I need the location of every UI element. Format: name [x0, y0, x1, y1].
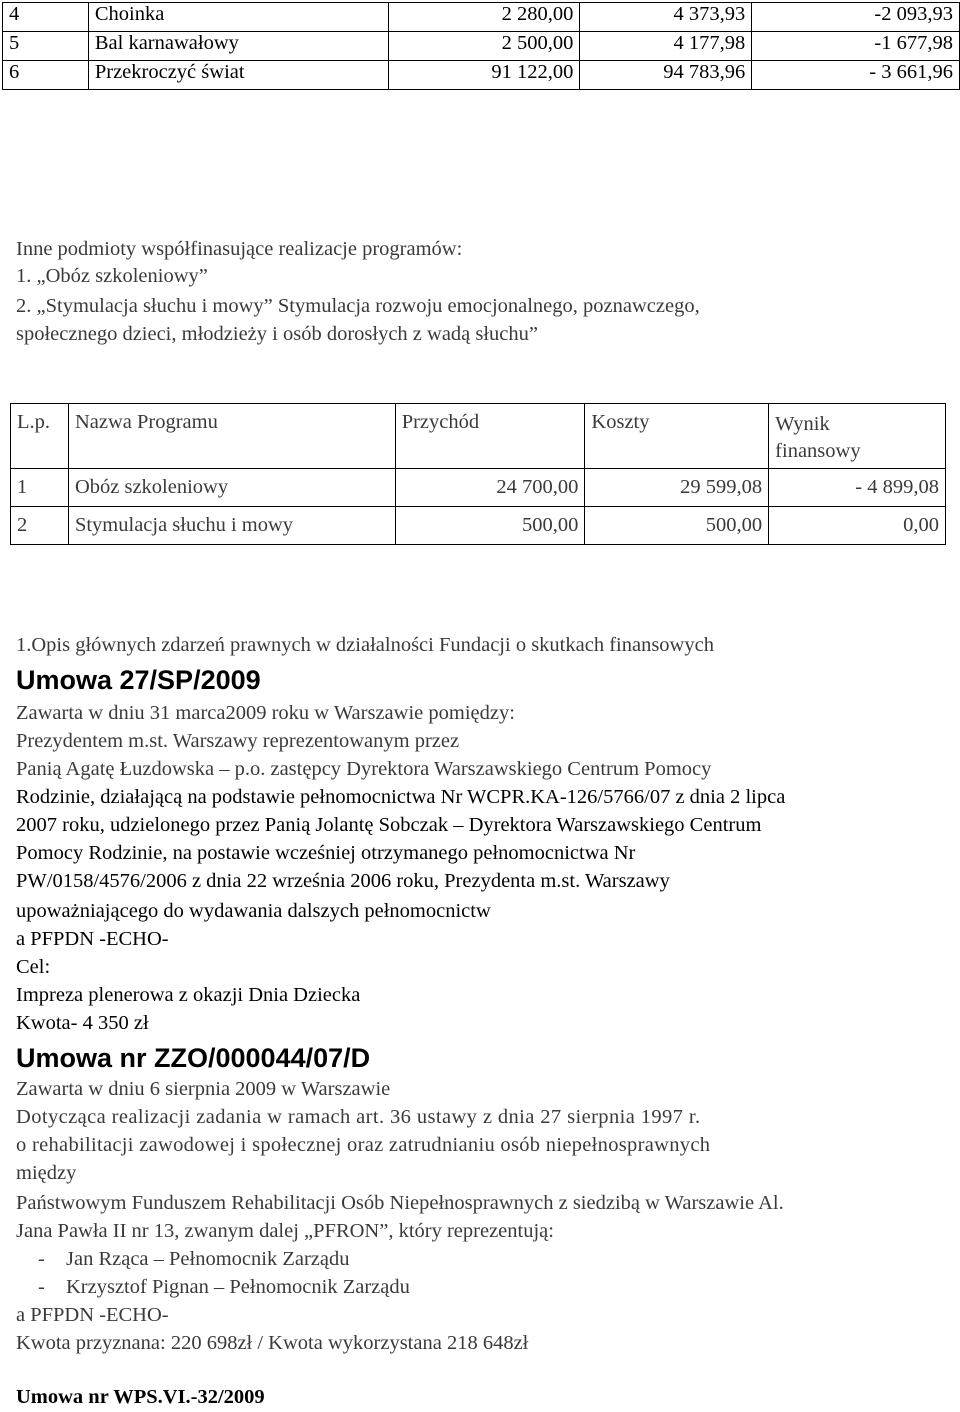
- table-row: [11, 507, 946, 545]
- name-cell: Choinka: [88, 3, 388, 32]
- contract-1-line: a PFPDN -ECHO-: [16, 928, 169, 950]
- name-cell: Bal karnawałowy: [88, 32, 388, 61]
- contract-2-line: a PFPDN -ECHO-: [16, 1304, 169, 1326]
- section-title: 1.Opis głównych zdarzeń prawnych w działalności Fundacji o skutkach finansowych: [16, 634, 714, 656]
- result-cell: 0,00: [769, 507, 946, 545]
- other-entities-item-1: 1. „Obóz szkoleniowy”: [16, 265, 208, 287]
- other-entities-item-2-cont: społecznego dzieci, młodzieży i osób dorosłych z wadą słuchu”: [16, 323, 539, 345]
- contract-1-line: Zawarta w dniu 31 marca2009 roku w Warszawie pomiędzy:: [16, 702, 515, 724]
- table-row: [3, 3, 960, 32]
- header-result-line2: finansowy: [775, 440, 861, 462]
- contract-1-line: 2007 roku, udzielonego przez Panią Jolantę Sobczak – Dyrektora Warszawskiego Centrum: [16, 814, 762, 836]
- lp-cell: 2: [11, 507, 69, 545]
- income-cell: 2 500,00: [388, 32, 580, 61]
- contract-1-line: Panią Agatę Łuzdowska – p.o. zastępcy Dyrektora Warszawskiego Centrum Pomocy: [16, 758, 712, 780]
- contract-1-line: PW/0158/4576/2006 z dnia 22 września 2006 roku, Prezydenta m.st. Warszawy: [16, 870, 670, 892]
- contract-1-line: Impreza plenerowa z okazji Dnia Dziecka: [16, 984, 361, 1006]
- result-cell: -1 677,98: [752, 32, 960, 61]
- result-cell: - 4 899,08: [769, 469, 946, 507]
- contract-3-heading: Umowa nr WPS.VI.-32/2009: [16, 1386, 265, 1408]
- header-costs: Koszty: [585, 404, 769, 469]
- contract-1-line: upoważniającego do wydawania dalszych pełnomocnictw: [16, 900, 491, 922]
- list-dash: -: [38, 1248, 45, 1270]
- programs-table: [10, 403, 946, 545]
- name-cell: Stymulacja słuchu i mowy: [68, 507, 395, 545]
- contract-2-line: Zawarta w dniu 6 sierpnia 2009 w Warszawie: [16, 1078, 391, 1100]
- contract-1-line: Pomocy Rodzinie, na postawie wcześniej otrzymanego pełnomocnictwa Nr: [16, 842, 636, 864]
- header-result-line1: Wynik: [775, 413, 830, 435]
- costs-cell: 4 373,93: [580, 3, 752, 32]
- list-dash: -: [38, 1276, 45, 1298]
- result-cell: -2 093,93: [752, 3, 960, 32]
- representative-item: [16, 1247, 349, 1271]
- costs-cell: 500,00: [585, 507, 769, 545]
- contract-2-line: o rehabilitacji zawodowej i społecznej oraz zatrudnianiu osób niepełnosprawnych: [16, 1134, 711, 1156]
- contract-1-heading: Umowa 27/SP/2009: [16, 665, 261, 695]
- income-cell: 91 122,00: [388, 61, 580, 90]
- costs-cell: 29 599,08: [585, 469, 769, 507]
- income-cell: 2 280,00: [388, 3, 580, 32]
- lp-cell: 5: [3, 32, 89, 61]
- header-result: [769, 404, 946, 469]
- contract-1-line: Cel:: [16, 956, 51, 978]
- lp-cell: 6: [3, 61, 89, 90]
- contract-2-amount: Kwota przyznana: 220 698zł / Kwota wykorzystana 218 648zł: [16, 1332, 529, 1354]
- table-row: [3, 61, 960, 90]
- representative-name: Jan Rząca – Pełnomocnik Zarządu: [66, 1248, 350, 1270]
- representative-name: Krzysztof Pignan – Pełnomocnik Zarządu: [66, 1276, 410, 1298]
- lp-cell: 4: [3, 3, 89, 32]
- header-name: Nazwa Programu: [68, 404, 395, 469]
- other-entities-item-2: 2. „Stymulacja słuchu i mowy” Stymulacja rozwoju emocjonalnego, poznawczego,: [16, 295, 700, 317]
- table-header-row: [11, 404, 946, 469]
- table-row: [11, 469, 946, 507]
- contract-2-heading: Umowa nr ZZO/000044/07/D: [16, 1043, 371, 1073]
- top-results-table: [2, 2, 960, 90]
- contract-2-line: Dotycząca realizacji zadania w ramach art. 36 ustawy z dnia 27 sierpnia 1997 r.: [16, 1106, 701, 1128]
- representative-item: [16, 1275, 410, 1299]
- contract-1-line: Prezydentem m.st. Warszawy reprezentowanym przez: [16, 730, 460, 752]
- name-cell: Obóz szkoleniowy: [68, 469, 395, 507]
- contract-2-line: Państwowym Funduszem Rehabilitacji Osób Niepełnosprawnych z siedzibą w Warszawie Al.: [16, 1192, 784, 1214]
- income-cell: 24 700,00: [395, 469, 585, 507]
- contract-2-line: Jana Pawła II nr 13, zwanym dalej „PFRON”, który reprezentują:: [16, 1220, 554, 1242]
- table-row: [3, 32, 960, 61]
- other-entities-intro: Inne podmioty współfinasujące realizacje programów:: [16, 238, 463, 260]
- header-income: Przychód: [395, 404, 585, 469]
- header-lp: L.p.: [11, 404, 69, 469]
- contract-1-line: Rodzinie, działającą na podstawie pełnomocnictwa Nr WCPR.KA-126/5766/07 z dnia 2 lipca: [16, 786, 786, 808]
- costs-cell: 94 783,96: [580, 61, 752, 90]
- result-cell: - 3 661,96: [752, 61, 960, 90]
- contract-1-amount: Kwota- 4 350 zł: [16, 1012, 149, 1034]
- costs-cell: 4 177,98: [580, 32, 752, 61]
- contract-2-line: między: [16, 1162, 77, 1184]
- name-cell: Przekroczyć świat: [88, 61, 388, 90]
- lp-cell: 1: [11, 469, 69, 507]
- income-cell: 500,00: [395, 507, 585, 545]
